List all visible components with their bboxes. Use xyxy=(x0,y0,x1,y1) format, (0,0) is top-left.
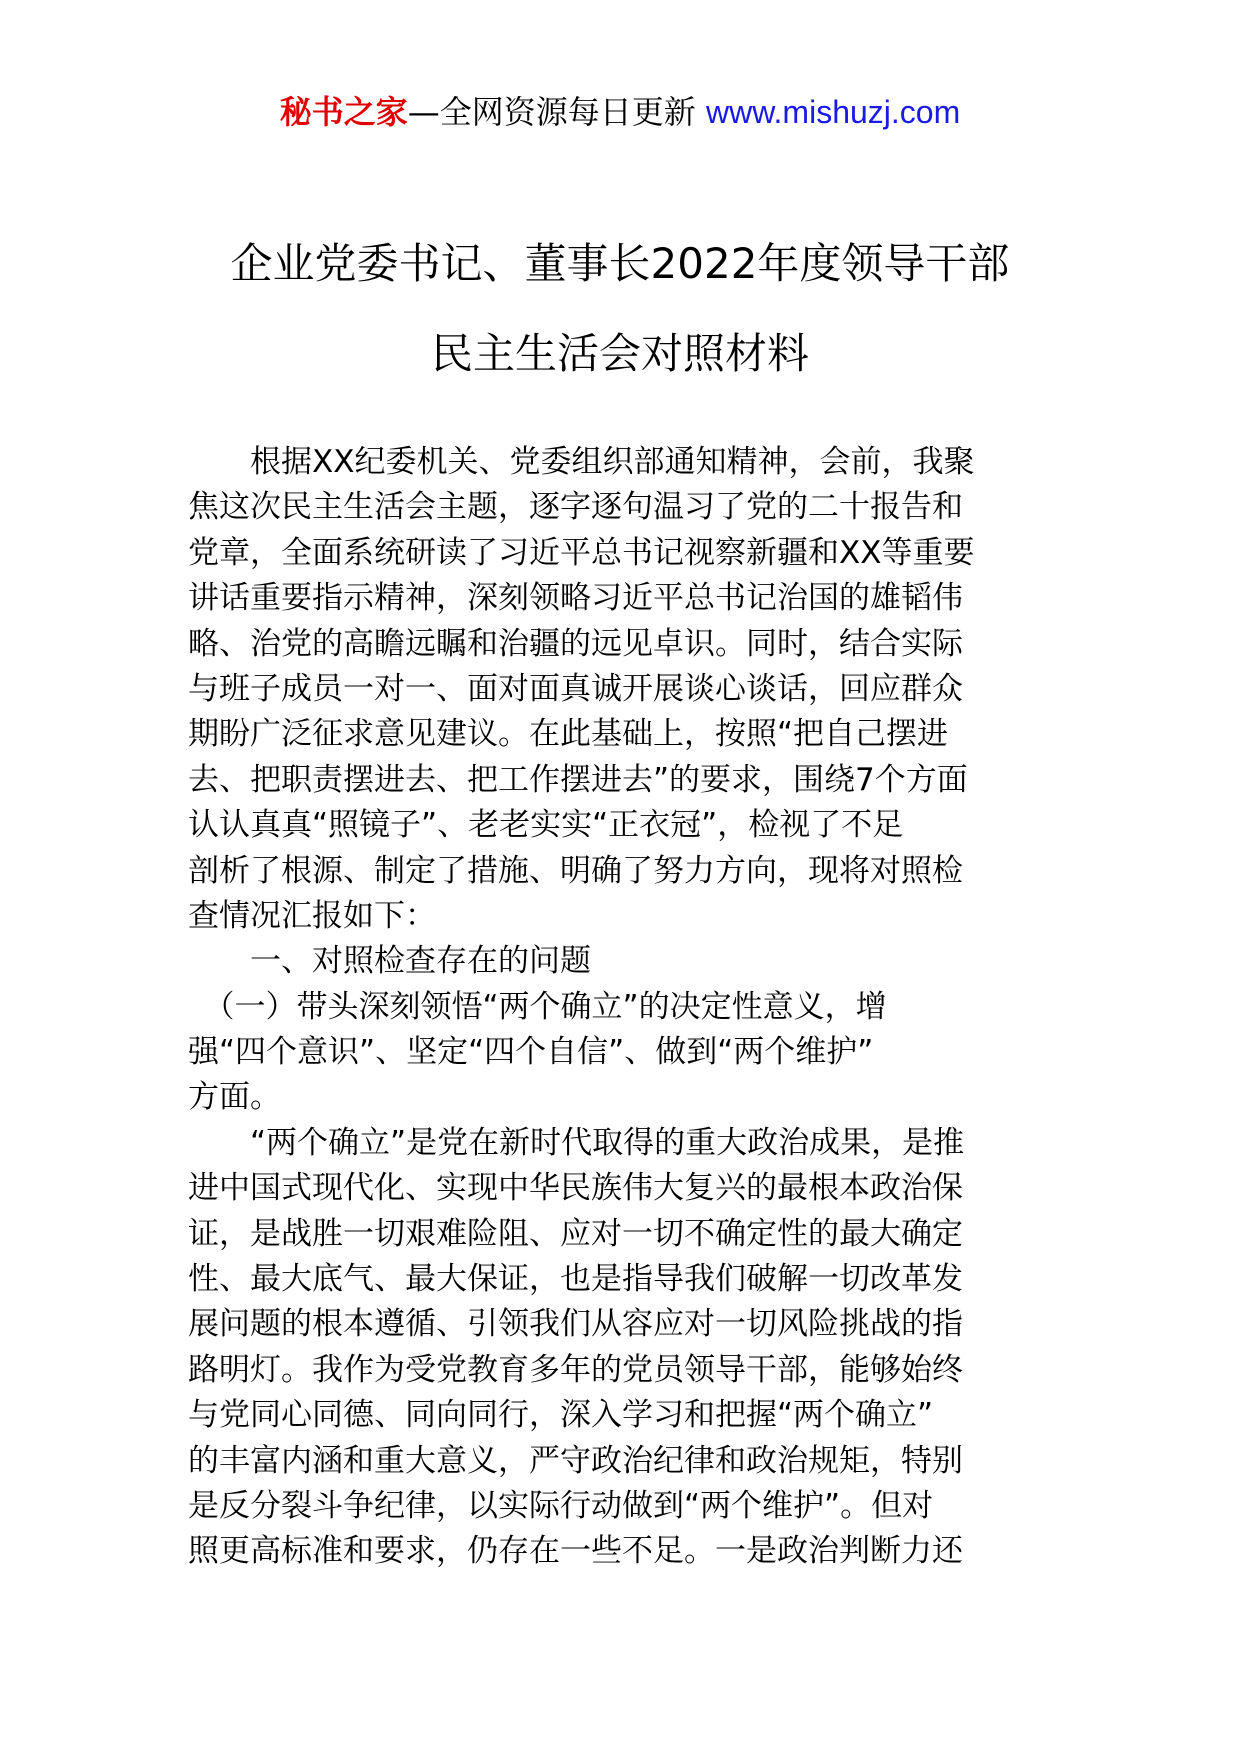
document-body xyxy=(188,440,1052,1575)
site-tagline: —全网资源每日更新 xyxy=(407,93,706,131)
body-line: 讲话重要指示精神，深刻领略习近平总书记治国的雄韬伟 xyxy=(188,580,963,617)
body-line: 路明灯。我作为受党教育多年的党员领导干部，能够始终 xyxy=(188,1351,963,1388)
body-line: 进中国式现代化、实现中华民族伟大复兴的最根本政治保 xyxy=(188,1170,963,1207)
site-brand: 秘书之家 xyxy=(279,93,408,131)
body-line: 证，是战胜一切艰难险阻、应对一切不确定性的最大确定 xyxy=(188,1215,963,1252)
body-line: 是反分裂斗争纪律，以实际行动做到“两个维护”。但对 xyxy=(188,1487,934,1524)
body-line: 与党同心同德、同向同行，深入学习和把握“两个确立” xyxy=(188,1397,934,1434)
body-line: 查情况汇报如下： xyxy=(188,897,436,934)
body-line: 去、把职责摆进去、把工作摆进去”的要求，围绕7个方面 xyxy=(188,761,968,798)
site-header xyxy=(0,90,1240,134)
subsection-heading: （一）带头深刻领悟“两个确立”的决定性意义，增 xyxy=(188,988,887,1025)
body-line: 根据XX纪委机关、党委组织部通知精神，会前，我聚 xyxy=(188,444,975,480)
body-line: 展问题的根本遵循、引领我们从容应对一切风险挑战的指 xyxy=(188,1306,963,1343)
body-line: 期盼广泛征求意见建议。在此基础上，按照“把自己摆进 xyxy=(188,716,949,753)
body-line: 照更高标准和要求，仍存在一些不足。一是政治判断力还 xyxy=(188,1533,963,1570)
document-title-line-1: 企业党委书记、董事长2022年度领导干部 xyxy=(230,239,1010,288)
body-line: 剖析了根源、制定了措施、明确了努力方向，现将对照检 xyxy=(188,852,963,889)
subsection-heading: 方面。 xyxy=(188,1079,281,1116)
body-line: 党章，全面系统研读了习近平总书记视察新疆和XX等重要 xyxy=(188,534,975,571)
body-line: 与班子成员一对一、面对面真诚开展谈心谈话，回应群众 xyxy=(188,670,963,707)
site-url-link[interactable]: www.mishuzj.com xyxy=(705,94,961,130)
body-line: 认认真真“照镜子”、老老实实“正衣冠”，检视了不足 xyxy=(188,807,904,844)
subsection-heading: 强“四个意识”、坚定“四个自信”、做到“两个维护” xyxy=(188,1034,874,1071)
body-line: 略、治党的高瞻远瞩和治疆的远见卓识。同时，结合实际 xyxy=(188,625,963,662)
document-title-line-2: 民主生活会对照材料 xyxy=(430,329,809,378)
body-line: “两个确立”是党在新时代取得的重大政治成果，是推 xyxy=(188,1124,965,1161)
body-line: 焦这次民主生活会主题，逐字逐句温习了党的二十报告和 xyxy=(188,489,963,526)
body-line: 性、最大底气、最大保证，也是指导我们破解一切改革发 xyxy=(188,1261,963,1298)
body-line: 的丰富内涵和重大意义，严守政治纪律和政治规矩，特别 xyxy=(188,1442,963,1479)
section-heading: 一、对照检查存在的问题 xyxy=(188,943,591,980)
